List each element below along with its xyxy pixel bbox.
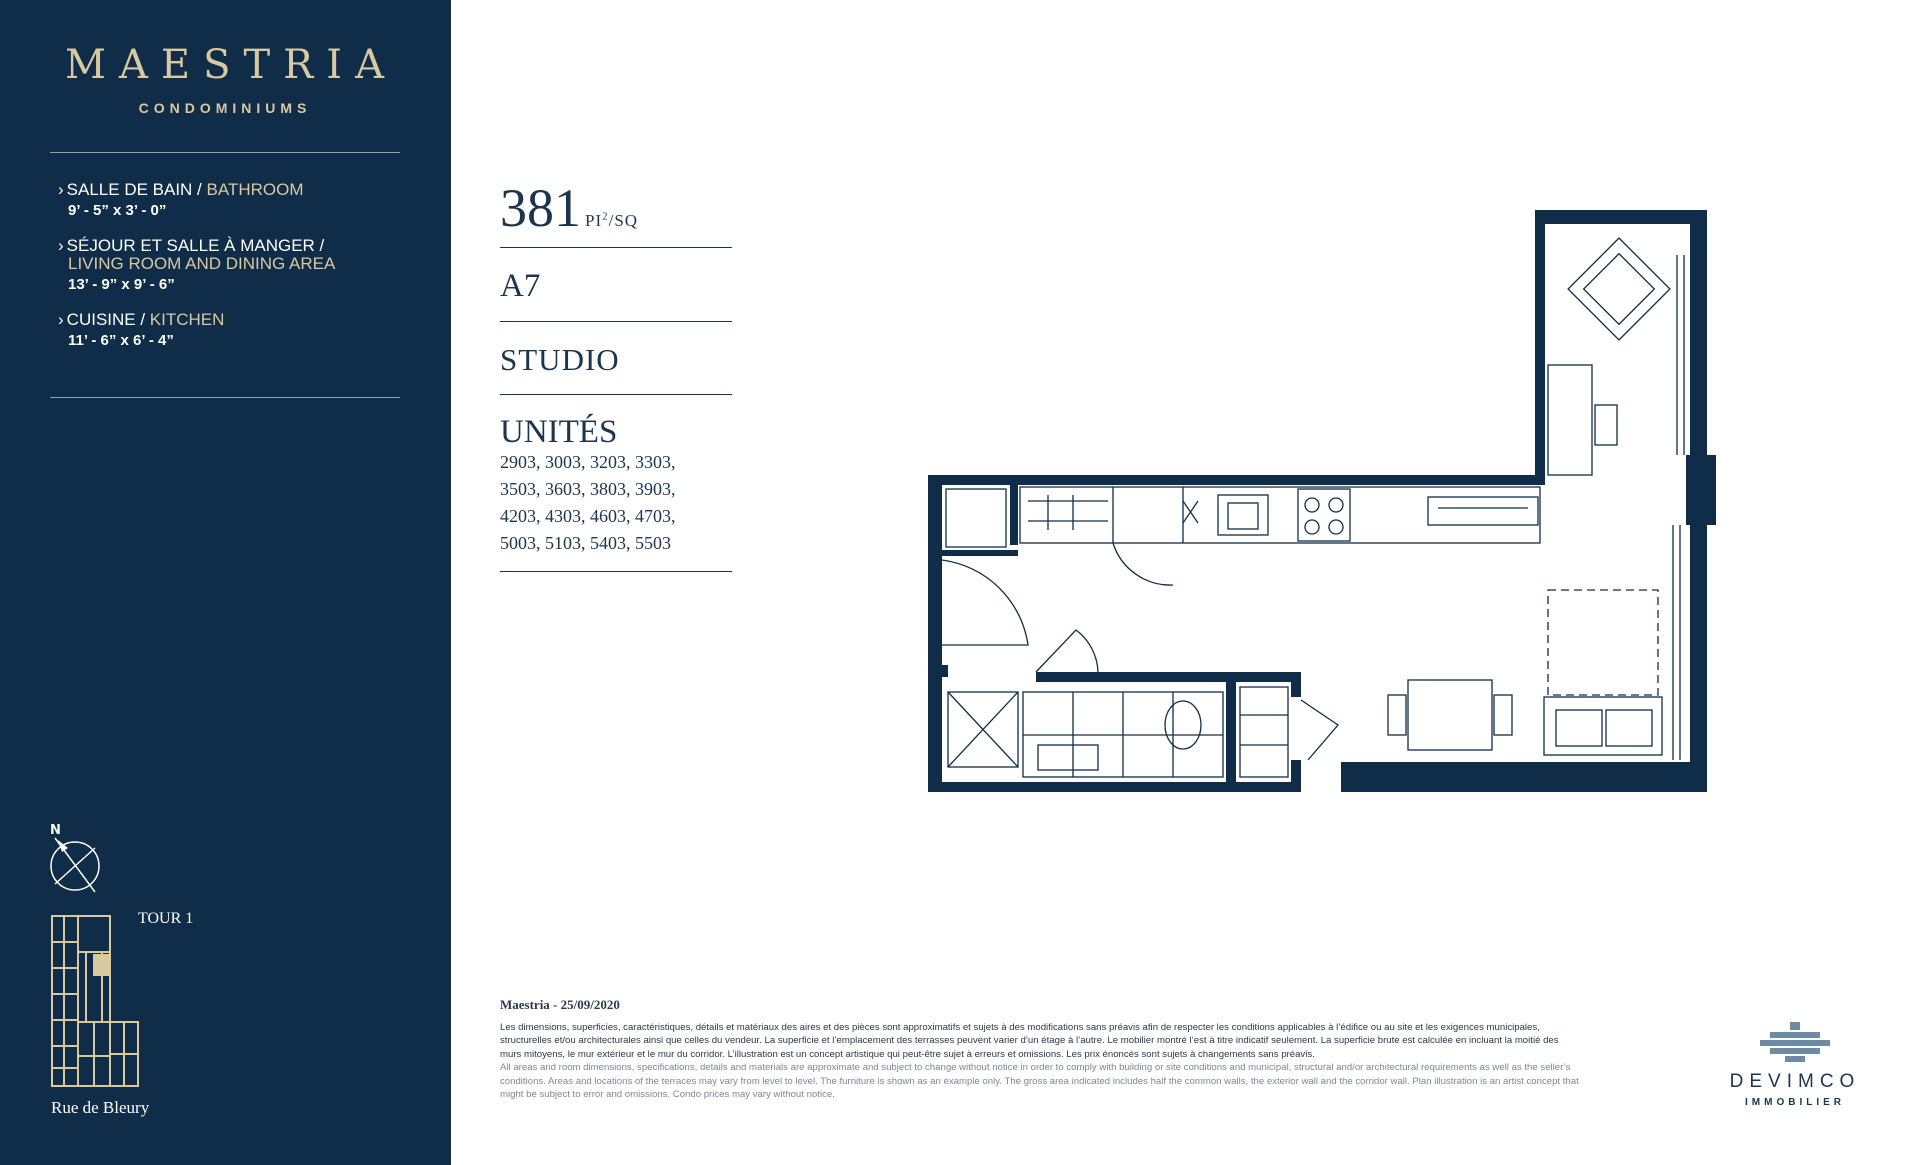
room-list [58, 181, 418, 367]
wall [928, 550, 1018, 556]
disclaimer-heading: Maestria - 25/09/2020 [500, 997, 620, 1012]
units-line: 5003, 5103, 5403, 5503 [500, 533, 671, 553]
caret-icon: › [58, 180, 64, 199]
area [500, 180, 732, 236]
room-name [58, 237, 418, 273]
street-label: Rue de Bleury [51, 1098, 150, 1117]
room-item-bathroom [58, 181, 418, 219]
room-item-living [58, 237, 418, 293]
developer-subtitle: IMMOBILIER [1745, 1097, 1845, 1108]
unit-info [500, 180, 732, 572]
tower-label: TOUR 1 [138, 910, 194, 927]
developer-logo [1715, 1022, 1875, 1108]
room-name-en: LIVING ROOM AND DINING AREA [68, 254, 336, 273]
wall [1341, 762, 1707, 792]
caret-icon: › [58, 310, 64, 329]
wall [928, 475, 942, 792]
units-line: 4203, 4303, 4603, 4703, [500, 506, 676, 526]
area-value: 381 [500, 178, 581, 238]
unit-type: STUDIO [500, 342, 620, 377]
divider [50, 152, 400, 153]
disclaimer [500, 997, 1580, 1101]
units-line: 3503, 3603, 3803, 3903, [500, 479, 676, 499]
disclaimer-french: Les dimensions, superficies, caractéristiques, détails et matériaux des aires et des pièces sont approximatifs et sujets à des modifications sans préavis afin de respecter les conditions applicables à l’édifice ou au site et les exigences municipales, structurelles et/ou architecturales ainsi que celles du vendeur. La superficie et l’emplacement des terrasses peuvent varier d’un étage à l’autre. Le mobilier montré l’est à titre indicatif seulement. La superficie brute est calculée en incluant la moitié des murs mitoyens, le mur extérieur et le mur du corridor. L’illustration est un concept artistique qui peut-être sujet à erreurs et omissions. Les prix énoncés sont sujets à changements sans préavis. [500, 1022, 1559, 1060]
floor-plan [928, 205, 1728, 805]
caret-icon: › [58, 236, 64, 255]
column [1686, 455, 1716, 525]
room-dimensions: 13’ - 9” x 9’ - 6” [68, 276, 175, 293]
wall [1010, 485, 1018, 545]
developer-mark-icon [1760, 1022, 1830, 1062]
wall [1036, 672, 1296, 682]
wall [1291, 760, 1301, 792]
room-name-fr: SALLE DE BAIN / [66, 180, 207, 199]
wall [1535, 210, 1707, 224]
wall [1226, 672, 1236, 792]
units-line: 2903, 3003, 3203, 3303, [500, 452, 676, 472]
compass-letter: N [50, 823, 61, 838]
wall [1291, 672, 1301, 697]
room-name-en: KITCHEN [149, 310, 225, 329]
area-unit: $PI^2/SQ$ [585, 210, 639, 230]
wall [928, 475, 1545, 485]
units-list [500, 449, 732, 571]
units-title: UNITÉS [500, 414, 618, 450]
divider [50, 397, 400, 398]
room-name-en: BATHROOM [206, 180, 304, 199]
compass-icon [48, 822, 108, 894]
wall [928, 782, 1301, 792]
room-name [58, 181, 418, 199]
developer-name: DEVIMCO [1729, 1071, 1861, 1092]
unit-code: A7 [500, 268, 541, 304]
room-name-fr: SÉJOUR ET SALLE À MANGER / [66, 236, 325, 255]
room-dimensions: 9’ - 5” x 3’ - 0” [68, 202, 167, 219]
wall [928, 665, 948, 677]
room-name-fr: CUISINE / [66, 310, 150, 329]
room-item-kitchen [58, 311, 418, 349]
room-dimensions: 11’ - 6” x 6’ - 4” [68, 332, 174, 349]
brand-subtitle: CONDOMINIUMS [138, 100, 312, 116]
sidebar [0, 0, 451, 1165]
divider [500, 571, 732, 572]
brand-name: MAESTRIA [65, 42, 397, 88]
disclaimer-english: All areas and room dimensions, specifications, details and materials are approximate and subject to change without notice in order to comply with building or site conditions and municipal, structural and/or architectural requirements as well as the seller’s conditions. Areas and locations of the terraces may vary from level to level. The furniture is shown as an example only. The gross area indicated includes half the common walls, the exterior wall and the corridor wall. Plan illustration is an artist concept that might be subject to error and omissions. Condo prices may vary without notice. [500, 1062, 1579, 1101]
brand-logo [50, 42, 400, 116]
key-plan [50, 912, 142, 1090]
wall [1535, 210, 1545, 475]
room-name [58, 311, 418, 329]
